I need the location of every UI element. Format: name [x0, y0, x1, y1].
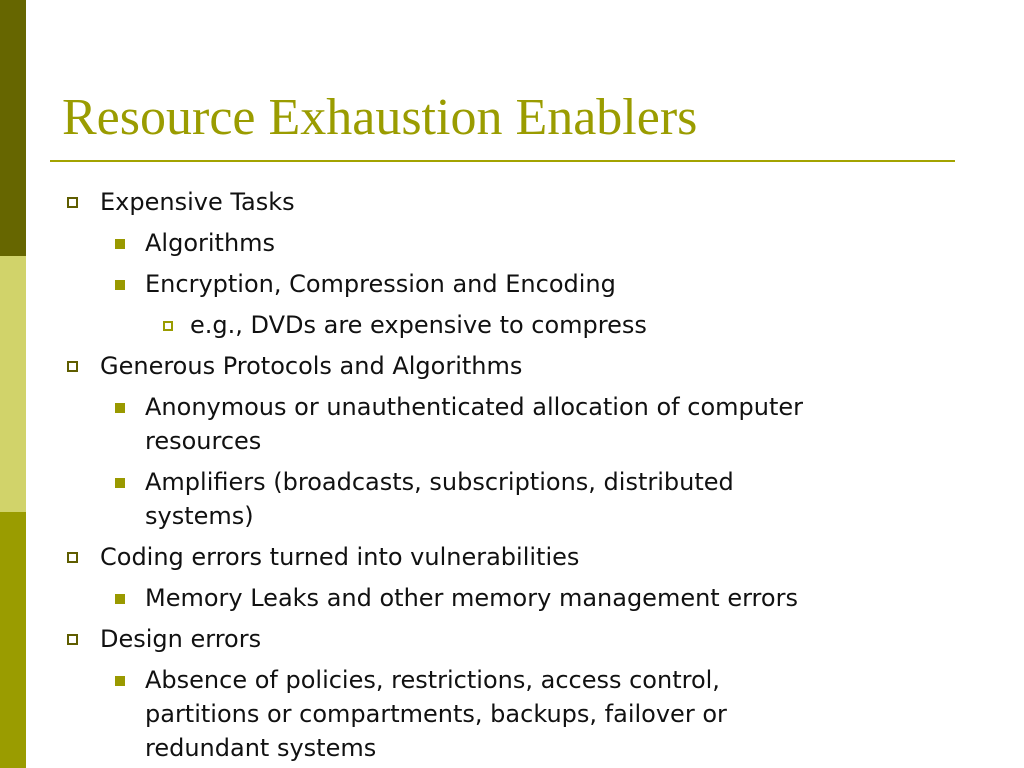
bullet-text: Memory Leaks and other memory management errors — [145, 584, 798, 612]
filled-square-bullet-icon — [115, 676, 125, 686]
bullet-text: Absence of policies, restrictions, access control, — [145, 666, 720, 694]
hollow-square-bullet-icon — [67, 197, 78, 208]
filled-square-bullet-icon — [115, 478, 125, 488]
bullet-text: systems) — [145, 502, 254, 530]
bullet-text: resources — [145, 427, 262, 455]
bullet-text: redundant systems — [145, 734, 377, 762]
hollow-square-bullet-icon — [67, 552, 78, 563]
bullet-text: e.g., DVDs are expensive to compress — [190, 311, 647, 339]
filled-square-bullet-icon — [115, 594, 125, 604]
bullet-text: Coding errors turned into vulnerabilities — [100, 543, 580, 571]
hollow-square-bullet-icon — [67, 634, 78, 645]
hollow-square-bullet-icon — [163, 321, 173, 331]
slide-title: Resource Exhaustion Enablers — [62, 89, 698, 146]
bullet-text: Anonymous or unauthenticated allocation of computer — [145, 393, 804, 421]
filled-square-bullet-icon — [115, 403, 125, 413]
bullet-text: Generous Protocols and Algorithms — [100, 352, 523, 380]
filled-square-bullet-icon — [115, 239, 125, 249]
filled-square-bullet-icon — [115, 280, 125, 290]
bullet-text: partitions or compartments, backups, failover or — [145, 700, 727, 728]
bullet-text: Amplifiers (broadcasts, subscriptions, distributed — [145, 468, 734, 496]
bullet-text: Design errors — [100, 625, 262, 653]
bullet-text: Encryption, Compression and Encoding — [145, 270, 616, 298]
bullet-text: Algorithms — [145, 229, 276, 257]
hollow-square-bullet-icon — [67, 361, 78, 372]
bullet-text: Expensive Tasks — [100, 188, 295, 216]
